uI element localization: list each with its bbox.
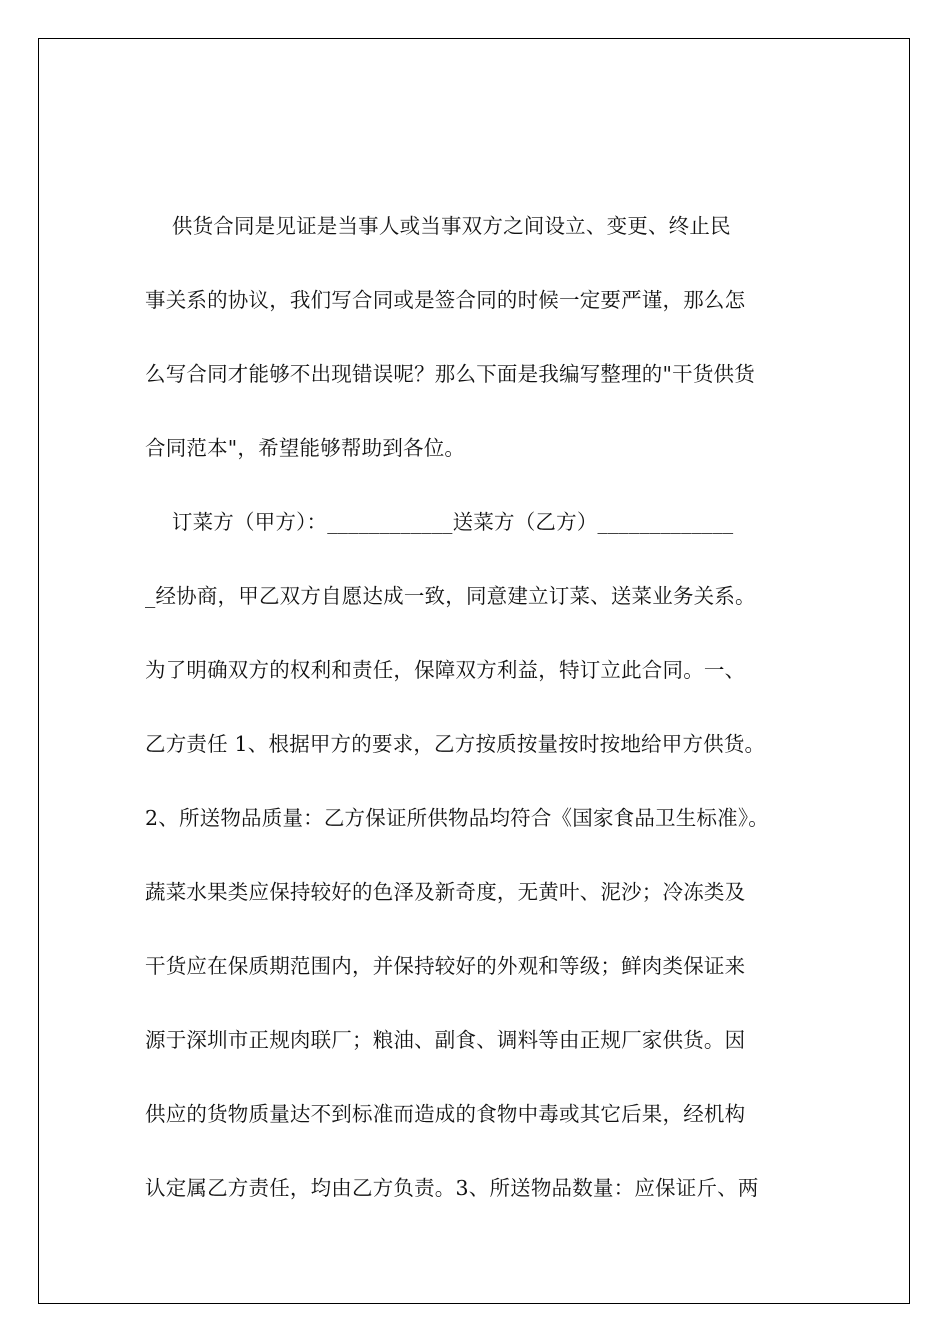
contract-body [145,206,825,1242]
text-line: 订菜方（甲方）：____________送菜方（乙方）_____________ [145,510,734,534]
text-line: 2、所送物品质量：乙方保证所供物品均符合《国家食品卫生标准》。 [145,806,769,830]
text-line: _经协商，甲乙双方自愿达成一致，同意建立订菜、送菜业务关系。 [145,584,756,608]
text-line: 么写合同才能够不出现错误呢？那么下面是我编写整理的"干货供货 [145,362,755,386]
text-line: 合同范本"，希望能够帮助到各位。 [145,436,466,460]
text-line: 认定属乙方责任，均由乙方负责。3、所送物品数量：应保证斤、两 [145,1176,759,1200]
text-line: 事关系的协议，我们写合同或是签合同的时候一定要严谨，那么怎 [145,288,746,312]
text-line: 乙方责任 1、根据甲方的要求，乙方按质按量按时按地给甲方供货。 [145,732,766,756]
text-line: 供货合同是见证是当事人或当事双方之间设立、变更、终止民 [145,214,731,238]
text-line: 源于深圳市正规肉联厂；粮油、副食、调料等由正规厂家供货。因 [145,1028,746,1052]
text-line: 干货应在保质期范围内，并保持较好的外观和等级；鲜肉类保证来 [145,954,746,978]
text-line: 为了明确双方的权利和责任，保障双方利益，特订立此合同。一、 [145,658,746,682]
text-line: 供应的货物质量达不到标准而造成的食物中毒或其它后果，经机构 [145,1102,746,1126]
text-line: 蔬菜水果类应保持较好的色泽及新奇度，无黄叶、泥沙；冷冻类及 [145,880,746,904]
